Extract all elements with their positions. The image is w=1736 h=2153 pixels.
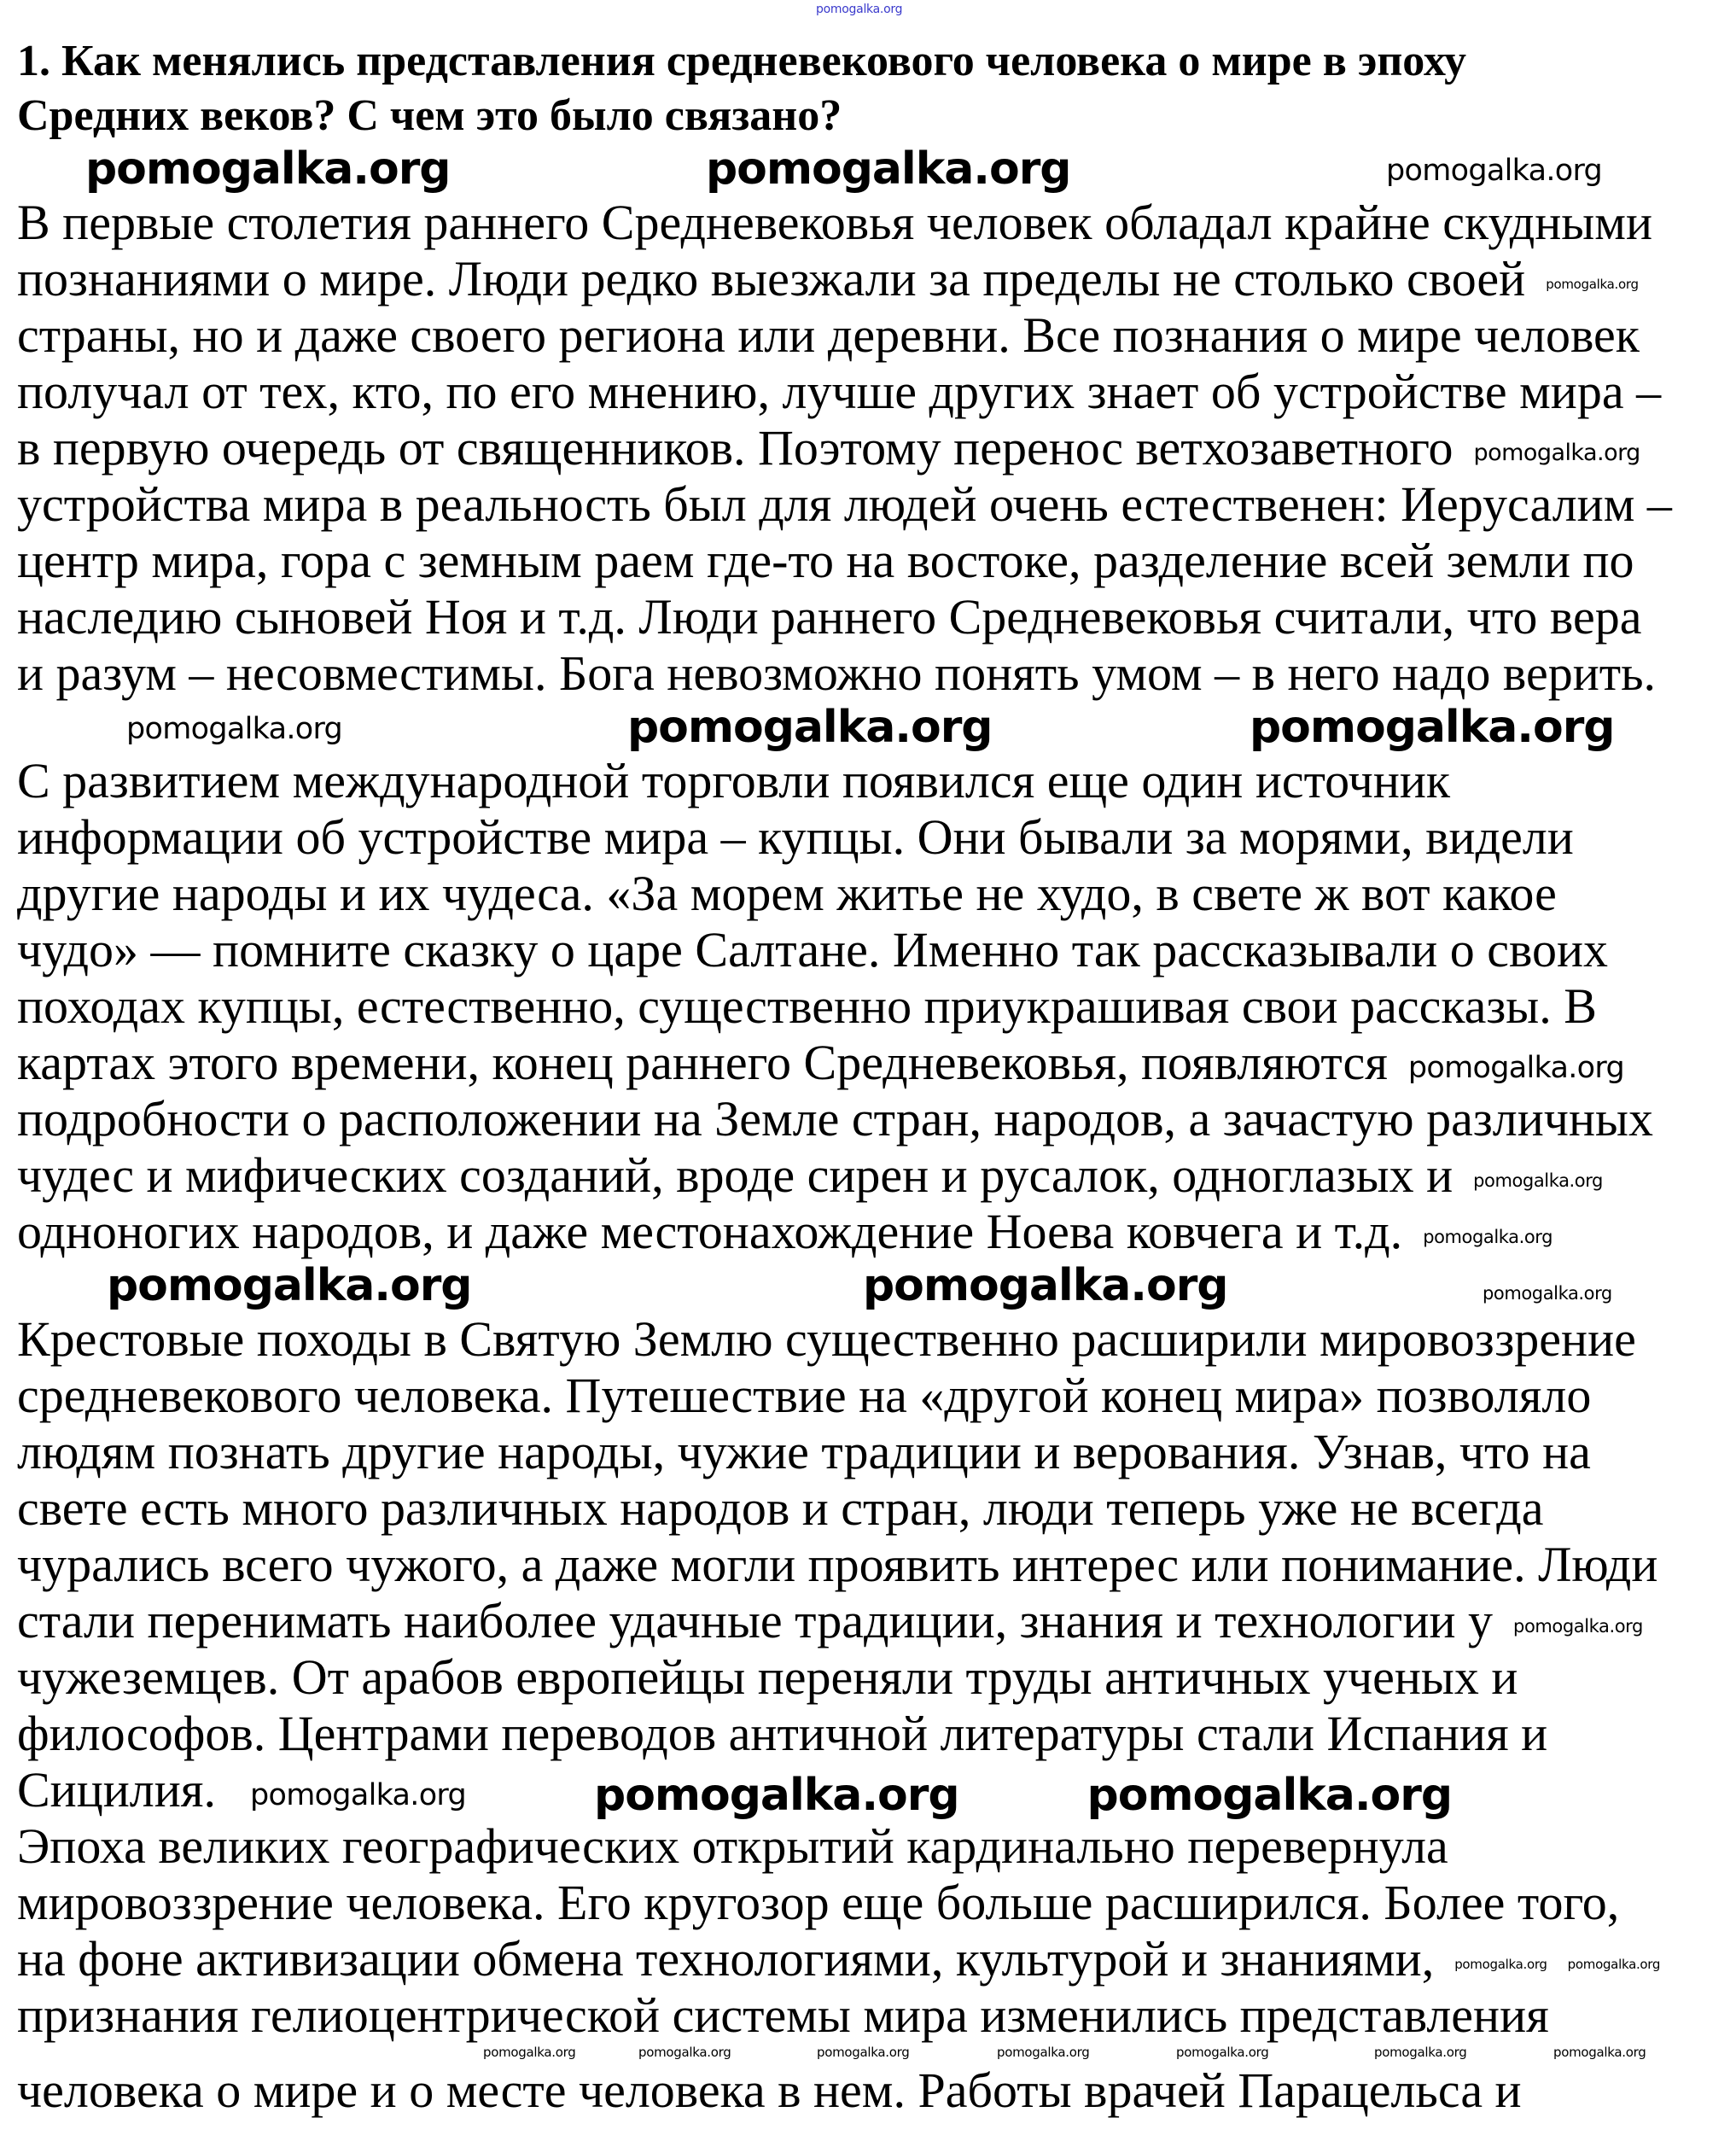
watermark: pomogalka.org xyxy=(706,143,1071,195)
text-line xyxy=(17,1762,1736,1821)
text-line-content: чудо» — помните сказку о царе Салтане. Именно так рассказывали о своих xyxy=(17,922,1609,977)
text-line-content: человека о мире и о месте человека в нем. Работы врачей Парацельса и xyxy=(17,2063,1522,2118)
title-line: Средних веков? С чем это было связано? xyxy=(17,91,842,140)
text-line-content: С развитием международной торговли появился еще один источник xyxy=(17,753,1451,808)
paragraph-4 xyxy=(17,1818,1736,2044)
text-line-content: информации об устройстве мира – купцы. Они бывали за морями, видели xyxy=(17,809,1574,865)
text-line xyxy=(17,866,1736,922)
text-line xyxy=(17,476,1736,533)
watermark: pomogalka.org xyxy=(1454,1956,1547,1972)
text-line-content: свете есть много различных народов и стран, люди теперь уже не всегда xyxy=(17,1480,1544,1536)
text-line xyxy=(17,1311,1736,1368)
text-line xyxy=(17,922,1736,978)
text-line-content: одноногих народов, и даже местонахождение Ноева ковчега и т.д. xyxy=(17,1204,1403,1259)
text-line-content: мировоззрение человека. Его кругозор еще больше расширился. Более того, xyxy=(17,1875,1620,1930)
text-line-content: центр мира, гора с земным раем где-то на востоке, разделение всей земли по xyxy=(17,533,1634,588)
text-line xyxy=(17,251,1736,307)
paragraph-1 xyxy=(17,195,1736,702)
text-line-content: философов. Центрами переводов античной литературы стали Испания и xyxy=(17,1706,1548,1761)
watermark-link[interactable]: pomogalka.org xyxy=(816,3,903,16)
text-line xyxy=(17,420,1736,476)
text-line-content: получал от тех, кто, по его мнению, лучше других знает об устройстве мира – xyxy=(17,364,1662,419)
watermark: pomogalka.org xyxy=(594,1769,959,1821)
text-line-content: подробности о расположении на Земле стран, народов, а зачастую различных xyxy=(17,1091,1653,1147)
watermark: pomogalka.org xyxy=(1374,2045,1467,2060)
text-line-content: средневекового человека. Путешествие на «другой конец мира» позволяло xyxy=(17,1368,1592,1423)
watermark: pomogalka.org xyxy=(863,1260,1228,1311)
watermark-row xyxy=(17,1260,1736,1311)
watermark: pomogalka.org xyxy=(1553,2045,1646,2060)
text-line xyxy=(17,1593,1736,1649)
text-line-content: чужеземцев. От арабов европейцы переняли труды античных ученых и xyxy=(17,1649,1518,1705)
watermark: pomogalka.org xyxy=(1473,1170,1603,1191)
text-line xyxy=(17,809,1736,866)
watermark: pomogalka.org xyxy=(1423,1226,1553,1247)
text-line xyxy=(17,753,1736,809)
watermark: pomogalka.org xyxy=(1407,1050,1624,1085)
watermark: pomogalka.org xyxy=(1546,276,1639,292)
watermark: pomogalka.org xyxy=(817,2045,910,2060)
text-line xyxy=(17,1537,1736,1593)
text-line xyxy=(17,1204,1736,1260)
title-line: 1. Как менялись представления средневекового человека о мире в эпоху xyxy=(17,37,1466,85)
text-line-content: признания гелиоцентрической системы мира изменились представления xyxy=(17,1987,1549,2043)
text-line xyxy=(17,1931,1736,1987)
text-line-content: походах купцы, естественно, существенно приукрашивая свои рассказы. В xyxy=(17,978,1597,1034)
text-line-content: на фоне активизации обмена технологиями, культурой и знаниями, xyxy=(17,1931,1435,1987)
text-line-content: другие народы и их чудеса. «За морем житье не худо, в свете ж вот какое xyxy=(17,866,1557,921)
text-line xyxy=(17,1424,1736,1480)
text-line-content: и разум – несовместимы. Бога невозможно понять умом – в него надо верить. xyxy=(17,645,1657,701)
text-line xyxy=(17,978,1736,1035)
watermark: pomogalka.org xyxy=(126,712,343,746)
text-line-content: стали перенимать наиболее удачные традиции, знания и технологии у xyxy=(17,1593,1494,1648)
text-line-content: Эпоха великих географических открытий кардинально перевернула xyxy=(17,1818,1448,1874)
paragraph-3 xyxy=(17,1311,1736,1821)
text-line xyxy=(17,2063,1736,2119)
document-body xyxy=(17,34,1736,2119)
watermark: pomogalka.org xyxy=(1483,1283,1612,1304)
question-title xyxy=(17,34,1736,143)
watermark: pomogalka.org xyxy=(1567,1956,1661,1972)
paragraph-4-continued xyxy=(17,2063,1736,2119)
paragraph-2 xyxy=(17,753,1736,1260)
text-line xyxy=(17,533,1736,589)
watermark-row xyxy=(17,2044,1736,2063)
text-line-content: устройства мира в реальность был для людей очень естественен: Иерусалим – xyxy=(17,476,1672,532)
watermark-row xyxy=(17,143,1736,195)
watermark: pomogalka.org xyxy=(483,2045,576,2060)
watermark: pomogalka.org xyxy=(627,702,993,753)
text-line xyxy=(17,1875,1736,1931)
text-line xyxy=(17,195,1736,251)
text-line-content: картах этого времени, конец раннего Средневековья, появляются xyxy=(17,1035,1388,1090)
text-line xyxy=(17,1035,1736,1091)
text-line-content: Крестовые походы в Святую Землю существенно расширили мировоззрение xyxy=(17,1311,1636,1367)
text-line xyxy=(17,1987,1736,2044)
text-line xyxy=(17,1706,1736,1762)
watermark: pomogalka.org xyxy=(85,143,451,195)
text-line-content: Сицилия. xyxy=(17,1762,216,1818)
watermark: pomogalka.org xyxy=(249,1777,467,1812)
text-line-content: страны, но и даже своего региона или деревни. Все познания о мире человек xyxy=(17,307,1640,363)
text-line xyxy=(17,364,1736,420)
watermark: pomogalka.org xyxy=(1176,2045,1269,2060)
watermark: pomogalka.org xyxy=(638,2045,731,2060)
text-line xyxy=(17,1480,1736,1537)
text-line xyxy=(17,1818,1736,1875)
watermark-row xyxy=(17,702,1736,753)
watermark: pomogalka.org xyxy=(1473,439,1640,466)
text-line-content: В первые столетия раннего Средневековья человек обладал крайне скудными xyxy=(17,195,1653,250)
text-line-content: чудес и мифических созданий, вроде сирен и русалок, одноглазых и xyxy=(17,1147,1453,1203)
text-line-content: наследию сыновей Ноя и т.д. Люди раннего Средневековья считали, что вера xyxy=(17,589,1642,645)
watermark: pomogalka.org xyxy=(107,1260,472,1311)
text-line xyxy=(17,589,1736,645)
watermark: pomogalka.org xyxy=(1386,154,1603,188)
watermark: pomogalka.org xyxy=(1086,1769,1453,1821)
text-line-content: в первую очередь от священников. Поэтому перенос ветхозаветного xyxy=(17,420,1453,476)
watermark: pomogalka.org xyxy=(1250,702,1615,753)
text-line xyxy=(17,1368,1736,1424)
text-line xyxy=(17,1091,1736,1147)
text-line-content: чурались всего чужого, а даже могли проявить интерес или понимание. Люди xyxy=(17,1537,1658,1592)
watermark: pomogalka.org xyxy=(997,2045,1090,2060)
text-line-content: людям познать другие народы, чужие традиции и верования. Узнав, что на xyxy=(17,1424,1591,1479)
text-line xyxy=(17,645,1736,702)
text-line-content: познаниями о мире. Люди редко выезжали за пределы не столько своей xyxy=(17,251,1526,306)
text-line xyxy=(17,307,1736,364)
watermark: pomogalka.org xyxy=(1513,1615,1643,1637)
text-line xyxy=(17,1649,1736,1706)
text-line xyxy=(17,1147,1736,1204)
